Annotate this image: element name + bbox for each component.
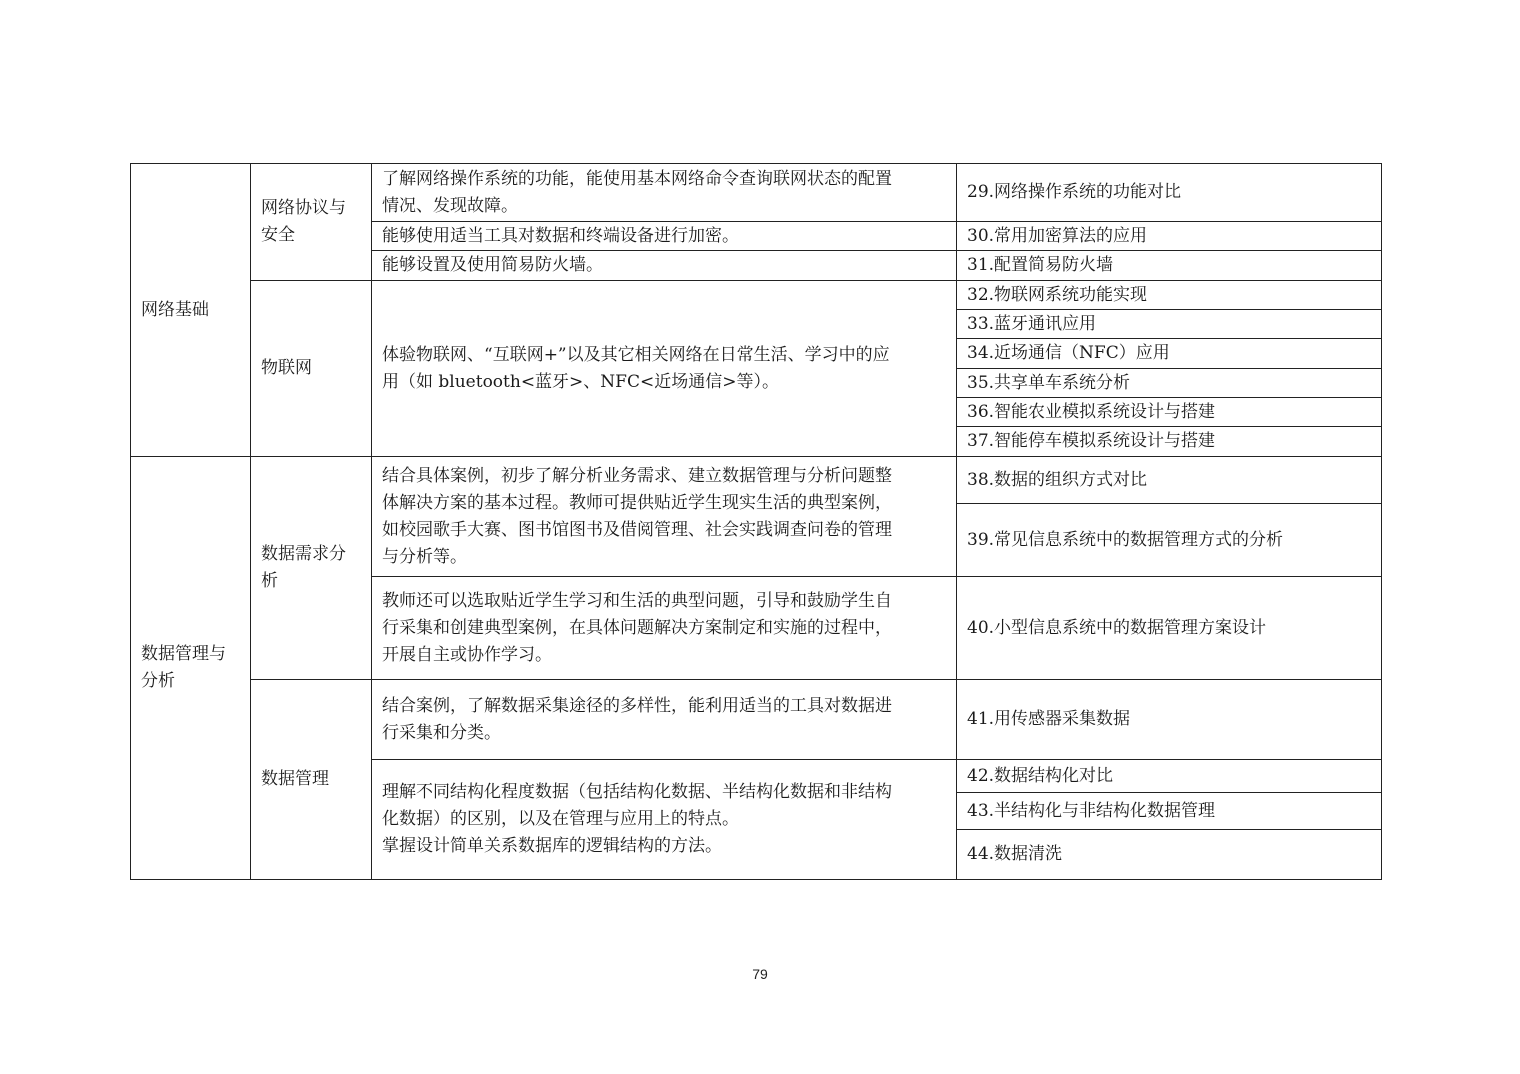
curriculum-table — [130, 163, 1382, 880]
activity-cell: 33.蓝牙通讯应用 — [957, 310, 1382, 339]
page-number: 79 — [752, 966, 768, 982]
activity-cell: 30.常用加密算法的应用 — [957, 222, 1382, 251]
activity-cell: 38.数据的组织方式对比 — [957, 457, 1382, 504]
requirement-cell: 结合案例，了解数据采集途径的多样性，能利用适当的工具对数据进 行采集和分类。 — [372, 680, 957, 760]
activity-cell: 42.数据结构化对比 — [957, 760, 1382, 793]
category-data-management: 数据管理与 分析 — [131, 457, 251, 880]
table-row — [131, 457, 1382, 504]
activity-cell: 39.常见信息系统中的数据管理方式的分析 — [957, 504, 1382, 577]
subcategory-demand-analysis: 数据需求分 析 — [251, 457, 372, 680]
subcategory-data-management: 数据管理 — [251, 680, 372, 880]
table-row — [131, 680, 1382, 760]
requirement-cell: 理解不同结构化程度数据（包括结构化数据、半结构化数据和非结构 化数据）的区别，以及在管理与应用上的特点。 掌握设计简单关系数据库的逻辑结构的方法。 — [372, 760, 957, 880]
activity-cell: 36.智能农业模拟系统设计与搭建 — [957, 398, 1382, 427]
activity-cell: 29.网络操作系统的功能对比 — [957, 164, 1382, 222]
activity-cell: 37.智能停车模拟系统设计与搭建 — [957, 427, 1382, 457]
table-row — [131, 281, 1382, 310]
activity-cell: 41.用传感器采集数据 — [957, 680, 1382, 760]
category-network: 网络基础 — [131, 164, 251, 457]
requirement-cell: 能够使用适当工具对数据和终端设备进行加密。 — [372, 222, 957, 251]
activity-cell: 43.半结构化与非结构化数据管理 — [957, 793, 1382, 830]
requirement-cell: 了解网络操作系统的功能，能使用基本网络命令查询联网状态的配置 情况、发现故障。 — [372, 164, 957, 222]
requirement-cell: 能够设置及使用简易防火墙。 — [372, 251, 957, 281]
activity-cell: 31.配置简易防火墙 — [957, 251, 1382, 281]
requirement-cell: 教师还可以选取贴近学生学习和生活的典型问题，引导和鼓励学生自 行采集和创建典型案例，在具体问题解决方案制定和实施的过程中， 开展自主或协作学习。 — [372, 577, 957, 680]
activity-cell: 34.近场通信（NFC）应用 — [957, 339, 1382, 369]
table-row — [131, 164, 1382, 222]
activity-cell: 40.小型信息系统中的数据管理方案设计 — [957, 577, 1382, 680]
subcategory-protocol-security: 网络协议与 安全 — [251, 164, 372, 281]
activity-cell: 32.物联网系统功能实现 — [957, 281, 1382, 310]
activity-cell: 35.共享单车系统分析 — [957, 369, 1382, 398]
activity-cell: 44.数据清洗 — [957, 830, 1382, 880]
subcategory-iot: 物联网 — [251, 281, 372, 457]
requirement-cell: 结合具体案例，初步了解分析业务需求、建立数据管理与分析问题整 体解决方案的基本过程。教师可提供贴近学生现实生活的典型案例， 如校园歌手大赛、图书馆图书及借阅管理、社会实践调查问卷的管理 与分析等。 — [372, 457, 957, 577]
requirement-cell: 体验物联网、“互联网+”以及其它相关网络在日常生活、学习中的应 用（如 bluetooth<蓝牙>、NFC<近场通信>等）。 — [372, 281, 957, 457]
